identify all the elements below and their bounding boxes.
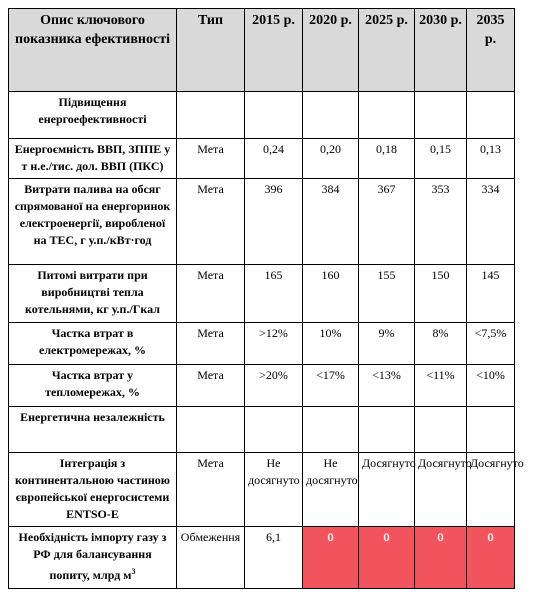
zero-value: 0 bbox=[381, 531, 392, 544]
row-value: >20% bbox=[245, 365, 303, 407]
row-description-superscript: 3 bbox=[131, 567, 136, 576]
row-value: Досягнуто bbox=[415, 453, 467, 527]
row-value: 367 bbox=[359, 179, 415, 265]
row-description-text: Необхідність імпорту газу з РФ для балансування попиту, млрд м bbox=[18, 530, 167, 582]
header-2030: 2030 р. bbox=[415, 9, 467, 92]
header-type: Тип bbox=[177, 9, 245, 92]
row-description bbox=[9, 527, 177, 589]
row-value: Не досягнуто bbox=[303, 453, 359, 527]
kpi-table bbox=[8, 8, 524, 589]
row-value bbox=[467, 407, 515, 453]
row-value bbox=[245, 92, 303, 139]
row-value-highlighted bbox=[303, 527, 359, 589]
row-value bbox=[415, 407, 467, 453]
row-value bbox=[415, 92, 467, 139]
row-description: Частка втрат у тепломережах, % bbox=[9, 365, 177, 407]
row-value: >12% bbox=[245, 323, 303, 365]
row-value: 9% bbox=[359, 323, 415, 365]
table-row bbox=[9, 527, 515, 589]
table-row bbox=[9, 92, 515, 139]
row-value: 0,15 bbox=[415, 139, 467, 179]
row-type: Мета bbox=[177, 139, 245, 179]
row-value bbox=[303, 92, 359, 139]
row-type bbox=[177, 92, 245, 139]
row-value-highlighted bbox=[467, 527, 515, 589]
row-value: 155 bbox=[359, 265, 415, 323]
row-description: Інтеграція з континентальною частиною європейської енергосистеми ENTSO-E bbox=[9, 453, 177, 527]
zero-value: 0 bbox=[325, 531, 336, 544]
row-value: Досягнуто bbox=[359, 453, 415, 527]
row-value: 150 bbox=[415, 265, 467, 323]
row-value: Досягнуто bbox=[467, 453, 515, 527]
row-value: 10% bbox=[303, 323, 359, 365]
header-2035: 2035 р. bbox=[467, 9, 515, 92]
row-value: <7,5% bbox=[467, 323, 515, 365]
table-row bbox=[9, 407, 515, 453]
row-value: <10% bbox=[467, 365, 515, 407]
row-type: Мета bbox=[177, 265, 245, 323]
row-description: Частка втрат в електромережах, % bbox=[9, 323, 177, 365]
table-row bbox=[9, 179, 515, 265]
row-type: Мета bbox=[177, 365, 245, 407]
row-description: Питомі витрати при виробництві тепла котельнями, кг у.п./Гкал bbox=[9, 265, 177, 323]
row-value bbox=[245, 407, 303, 453]
row-type: Мета bbox=[177, 179, 245, 265]
row-value: 0,13 bbox=[467, 139, 515, 179]
header-description: Опис ключового показника ефективності bbox=[9, 9, 177, 92]
zero-value: 0 bbox=[485, 531, 496, 544]
row-value: 6,1 bbox=[245, 527, 303, 589]
table-row bbox=[9, 139, 515, 179]
row-type: Мета bbox=[177, 323, 245, 365]
row-description: Підвищення енергоефективності bbox=[9, 92, 177, 139]
zero-value: 0 bbox=[435, 531, 446, 544]
row-value: 160 bbox=[303, 265, 359, 323]
table-row bbox=[9, 265, 515, 323]
row-value: 353 bbox=[415, 179, 467, 265]
row-type: Мета bbox=[177, 453, 245, 527]
header-row bbox=[9, 9, 515, 92]
row-value: 0,18 bbox=[359, 139, 415, 179]
kpi-table-container bbox=[8, 8, 524, 589]
row-value: <13% bbox=[359, 365, 415, 407]
row-value: Не досягнуто bbox=[245, 453, 303, 527]
row-type: Обмеження bbox=[177, 527, 245, 589]
row-description: Енергетична незалежність bbox=[9, 407, 177, 453]
table-row bbox=[9, 323, 515, 365]
table-row bbox=[9, 365, 515, 407]
row-value: 334 bbox=[467, 179, 515, 265]
table-row bbox=[9, 453, 515, 527]
row-value: 0,20 bbox=[303, 139, 359, 179]
row-description: Витрати палива на обсяг спрямованої на енергоринок електроенергії, виробленої на ТЕС, г у.п./кВт·год bbox=[9, 179, 177, 265]
row-description: Енергоємність ВВП, ЗППЕ у т н.е./тис. дол. ВВП (ПКС) bbox=[9, 139, 177, 179]
row-value-highlighted bbox=[415, 527, 467, 589]
row-value: 0,24 bbox=[245, 139, 303, 179]
row-value bbox=[359, 92, 415, 139]
row-value: 165 bbox=[245, 265, 303, 323]
row-value bbox=[359, 407, 415, 453]
header-2015: 2015 р. bbox=[245, 9, 303, 92]
row-type bbox=[177, 407, 245, 453]
row-value: <17% bbox=[303, 365, 359, 407]
row-value bbox=[303, 407, 359, 453]
row-value: <11% bbox=[415, 365, 467, 407]
row-value: 384 bbox=[303, 179, 359, 265]
row-value: 145 bbox=[467, 265, 515, 323]
row-value-highlighted bbox=[359, 527, 415, 589]
header-2025: 2025 р. bbox=[359, 9, 415, 92]
row-value: 8% bbox=[415, 323, 467, 365]
header-2020: 2020 р. bbox=[303, 9, 359, 92]
row-value bbox=[467, 92, 515, 139]
row-value: 396 bbox=[245, 179, 303, 265]
